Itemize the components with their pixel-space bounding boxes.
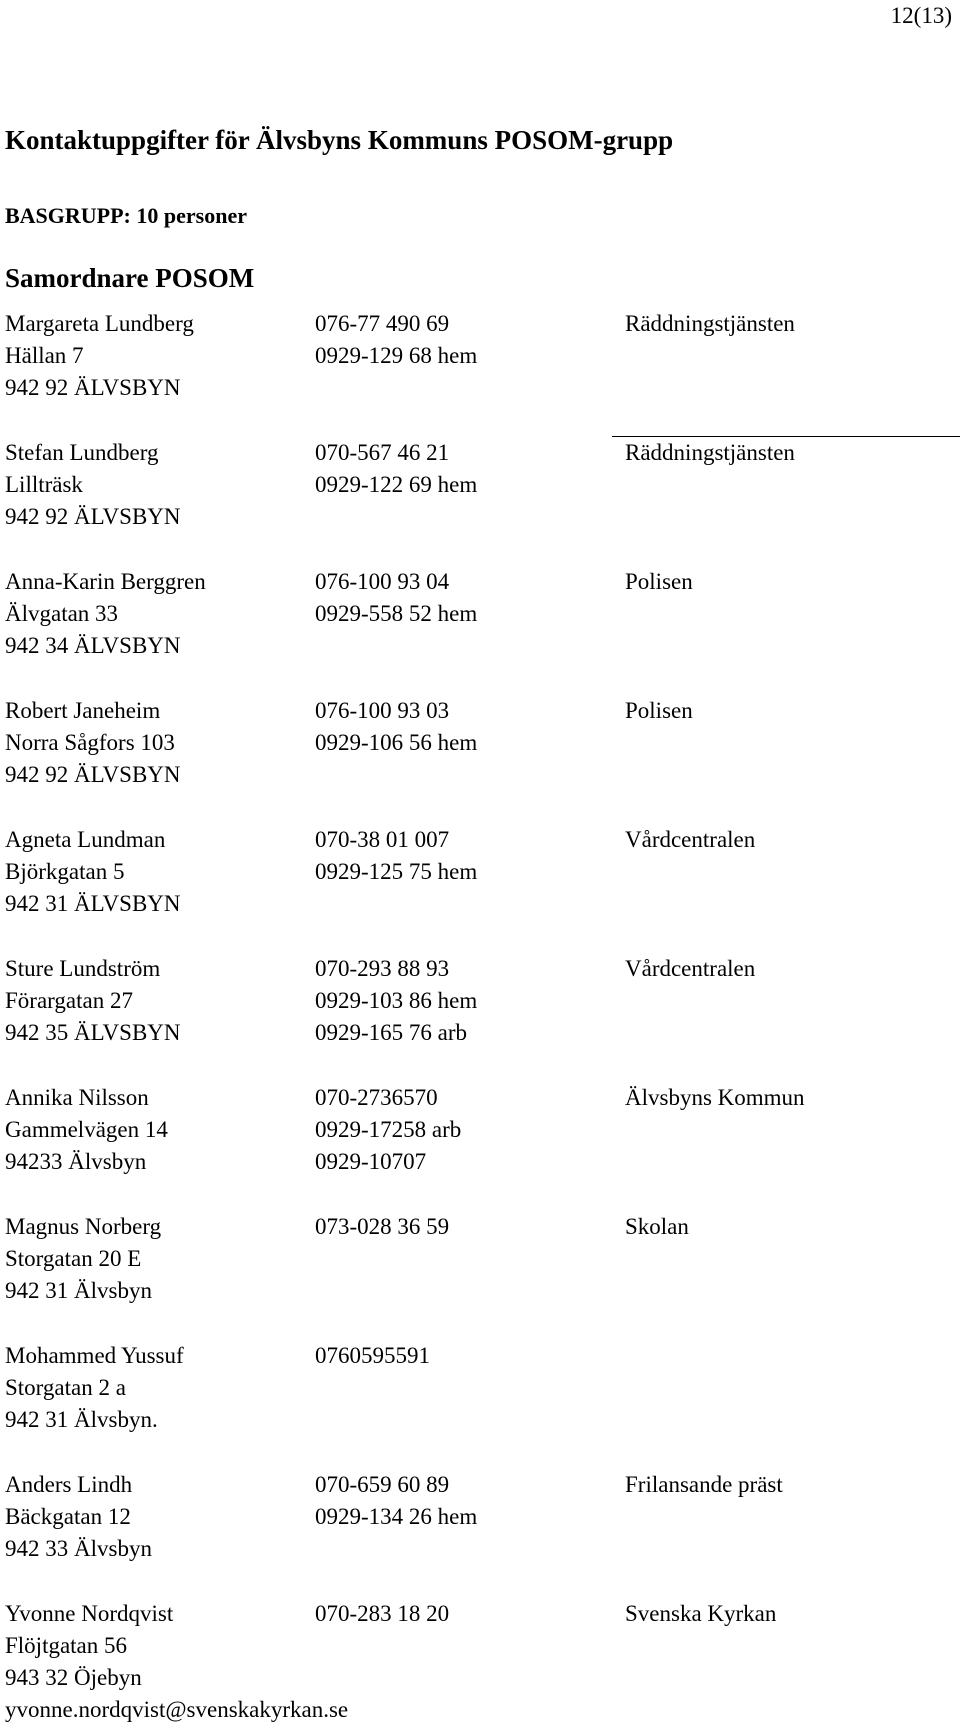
contact-organization: Vårdcentralen	[625, 956, 756, 981]
contact-address	[5, 824, 181, 920]
contact-address	[5, 308, 194, 404]
contact-phones	[315, 1340, 430, 1372]
contact-phone: 0929-103 86 hem	[315, 988, 478, 1013]
contact-phones	[315, 566, 477, 630]
contact-address	[5, 566, 206, 662]
contact-address	[5, 1082, 168, 1178]
contact-organization: Svenska Kyrkan	[625, 1601, 777, 1626]
contact-phone: 0929-10707	[315, 1149, 427, 1174]
contact-phone: 070-38 01 007	[315, 827, 450, 852]
contact-street: Lillträsk	[5, 472, 83, 497]
contact-street: Älvgatan 33	[5, 601, 119, 626]
contact-phone: 0929-122 69 hem	[315, 472, 478, 497]
contact-phone: 0760595591	[315, 1343, 430, 1368]
contact-address	[5, 1469, 152, 1565]
contact-address	[5, 437, 181, 533]
contact-street: Norra Sågfors 103	[5, 730, 175, 755]
contact-postal: 943 32 Öjebyn	[5, 1665, 142, 1690]
contact-organization: Frilansande präst	[625, 1472, 783, 1497]
contact-postal: 942 31 Älvsbyn.	[5, 1407, 158, 1432]
contact-phones	[315, 953, 477, 1049]
contact-phones	[315, 437, 477, 501]
contact-phone: 070-659 60 89	[315, 1472, 450, 1497]
contact-organization: Polisen	[625, 698, 693, 723]
contact-phone: 073-028 36 59	[315, 1214, 450, 1239]
contact-name: Stefan Lundberg	[5, 440, 159, 465]
contact-organization: Räddningstjänsten	[625, 440, 795, 465]
document-title: Kontaktuppgifter för Älvsbyns Kommuns POSOM-grupp	[5, 125, 674, 155]
contact-organization: Skolan	[625, 1214, 689, 1239]
contact-phones	[315, 1211, 449, 1243]
contact-postal: 942 31 Älvsbyn	[5, 1278, 152, 1303]
contact-phones	[315, 695, 477, 759]
contact-phone: 0929-17258 arb	[315, 1117, 462, 1142]
contact-name: Mohammed Yussuf	[5, 1343, 184, 1368]
contact-organization: Älvsbyns Kommun	[625, 1085, 805, 1110]
contact-street: Storgatan 20 E	[5, 1246, 142, 1271]
contact-postal: 942 35 ÄLVSBYN	[5, 1020, 181, 1045]
contact-street: Hällan 7	[5, 343, 84, 368]
contact-address	[5, 695, 181, 791]
contact-postal: 94233 Älvsbyn	[5, 1149, 147, 1174]
contact-phones	[315, 1082, 461, 1178]
contact-postal: 942 92 ÄLVSBYN	[5, 375, 181, 400]
contact-phone: 076-100 93 04	[315, 569, 450, 594]
contact-postal: 942 92 ÄLVSBYN	[5, 762, 181, 787]
contact-phone: 070-2736570	[315, 1085, 438, 1110]
contact-street: Bäckgatan 12	[5, 1504, 131, 1529]
contact-name: Robert Janeheim	[5, 698, 161, 723]
contact-phone: 0929-125 75 hem	[315, 859, 478, 884]
contact-organization: Räddningstjänsten	[625, 311, 795, 336]
contact-organization: Vårdcentralen	[625, 827, 756, 852]
contact-street: Storgatan 2 a	[5, 1375, 126, 1400]
contact-phone: 070-283 18 20	[315, 1601, 450, 1626]
contact-name: Anders Lindh	[5, 1472, 133, 1497]
contact-phones	[315, 1469, 477, 1533]
contact-street: Förargatan 27	[5, 988, 133, 1013]
contact-street: Gammelvägen 14	[5, 1117, 168, 1142]
contact-phone: 0929-129 68 hem	[315, 343, 478, 368]
section-heading: Samordnare POSOM	[5, 263, 255, 293]
contact-phone: 070-567 46 21	[315, 440, 450, 465]
contact-email[interactable]: yvonne.nordqvist@svenskakyrkan.se	[5, 1697, 349, 1722]
contact-address	[5, 1598, 348, 1726]
contact-postal: 942 92 ÄLVSBYN	[5, 504, 181, 529]
contact-phones	[315, 824, 477, 888]
contact-organization: Polisen	[625, 569, 693, 594]
contact-street: Björkgatan 5	[5, 859, 125, 884]
contact-name: Margareta Lundberg	[5, 311, 194, 336]
contact-phones	[315, 308, 477, 372]
contact-name: Agneta Lundman	[5, 827, 166, 852]
contact-name: Sture Lundström	[5, 956, 161, 981]
contact-name: Yvonne Nordqvist	[5, 1601, 174, 1626]
contact-phone: 070-293 88 93	[315, 956, 450, 981]
contact-phone: 0929-134 26 hem	[315, 1504, 478, 1529]
contact-postal: 942 34 ÄLVSBYN	[5, 633, 181, 658]
contact-name: Anna-Karin Berggren	[5, 569, 206, 594]
contact-phone: 0929-106 56 hem	[315, 730, 478, 755]
contact-phones	[315, 1598, 449, 1630]
contact-address	[5, 953, 181, 1049]
contact-postal: 942 33 Älvsbyn	[5, 1536, 152, 1561]
page-number: 12(13)	[890, 3, 952, 28]
contact-address	[5, 1211, 161, 1307]
contact-address	[5, 1340, 184, 1436]
contact-phone: 0929-558 52 hem	[315, 601, 478, 626]
contact-name: Annika Nilsson	[5, 1085, 149, 1110]
contact-name: Magnus Norberg	[5, 1214, 162, 1239]
group-heading: BASGRUPP: 10 personer	[5, 203, 247, 228]
contact-phone: 0929-165 76 arb	[315, 1020, 468, 1045]
contact-phone: 076-100 93 03	[315, 698, 450, 723]
contact-postal: 942 31 ÄLVSBYN	[5, 891, 181, 916]
contact-phone: 076-77 490 69	[315, 311, 450, 336]
contact-street: Flöjtgatan 56	[5, 1633, 128, 1658]
